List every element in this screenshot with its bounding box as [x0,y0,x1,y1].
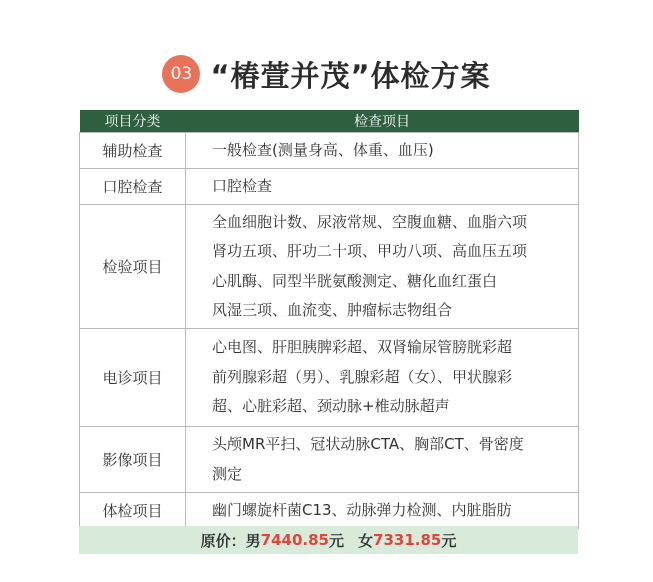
price-bar [79,526,578,554]
row-items [186,329,579,427]
table-row [80,133,579,169]
item-line: 一般检查(测量身高、体重、血压) [212,140,434,159]
price-label: 原价： [200,531,246,550]
item-line: 幽门螺旋杆菌C13、动脉弹力检测、内脏脂肪 [212,500,512,519]
checkup-plan-table [79,110,579,529]
row-category: 影像项目 [80,427,186,493]
row-items [186,169,579,205]
table-row [80,329,579,427]
item-line: 风湿三项、血流变、肿瘤标志物组合 [212,301,453,319]
price-male-unit: 元 [328,531,344,550]
row-items [186,427,579,493]
item-line: 全血细胞计数、尿液常规、空腹血糖、血脂六项 [212,212,528,231]
row-category: 体检项目 [80,493,186,529]
item-line: 心肌酶、同型半胱氨酸测定、糖化血红蛋白 [212,271,498,290]
price-male-label: 男 [245,531,261,550]
header-category: 项目分类 [80,110,186,133]
section-number-badge: 03 [162,55,200,93]
row-category: 辅助检查 [80,133,186,169]
item-line: 测定 [212,464,243,483]
table-row [80,493,579,529]
item-line: 口腔检查 [212,176,273,195]
row-items [186,205,579,329]
item-line: 头颅MR平扫、冠状动脉CTA、胸部CT、骨密度 [212,435,524,453]
row-category: 检验项目 [80,205,186,329]
price-female-value: 7331.85 [373,531,442,549]
row-category: 口腔检查 [80,169,186,205]
price-male-value: 7440.85 [260,531,329,549]
table-row [80,169,579,205]
table-row [80,427,579,493]
row-items [186,493,579,529]
item-line: 肾功五项、肝功二十项、甲功八项、高血压五项 [212,242,528,260]
header-items: 检查项目 [186,110,579,133]
row-items [186,133,579,169]
row-category: 电诊项目 [80,329,186,427]
table-header-row [80,110,579,133]
item-line: 超、心脏彩超、颈动脉+椎动脉超声 [212,397,450,416]
title-block [0,52,653,96]
price-female-label: 女 [358,531,374,550]
item-line: 前列腺彩超（男）、乳腺彩超（女）、甲状腺彩 [212,367,513,386]
table-row [80,205,579,329]
price-female-unit: 元 [441,531,457,550]
item-line: 心电图、肝胆胰脾彩超、双肾输尿管膀胱彩超 [212,338,513,357]
page-title: “椿萱并茂”体检方案 [210,58,491,93]
